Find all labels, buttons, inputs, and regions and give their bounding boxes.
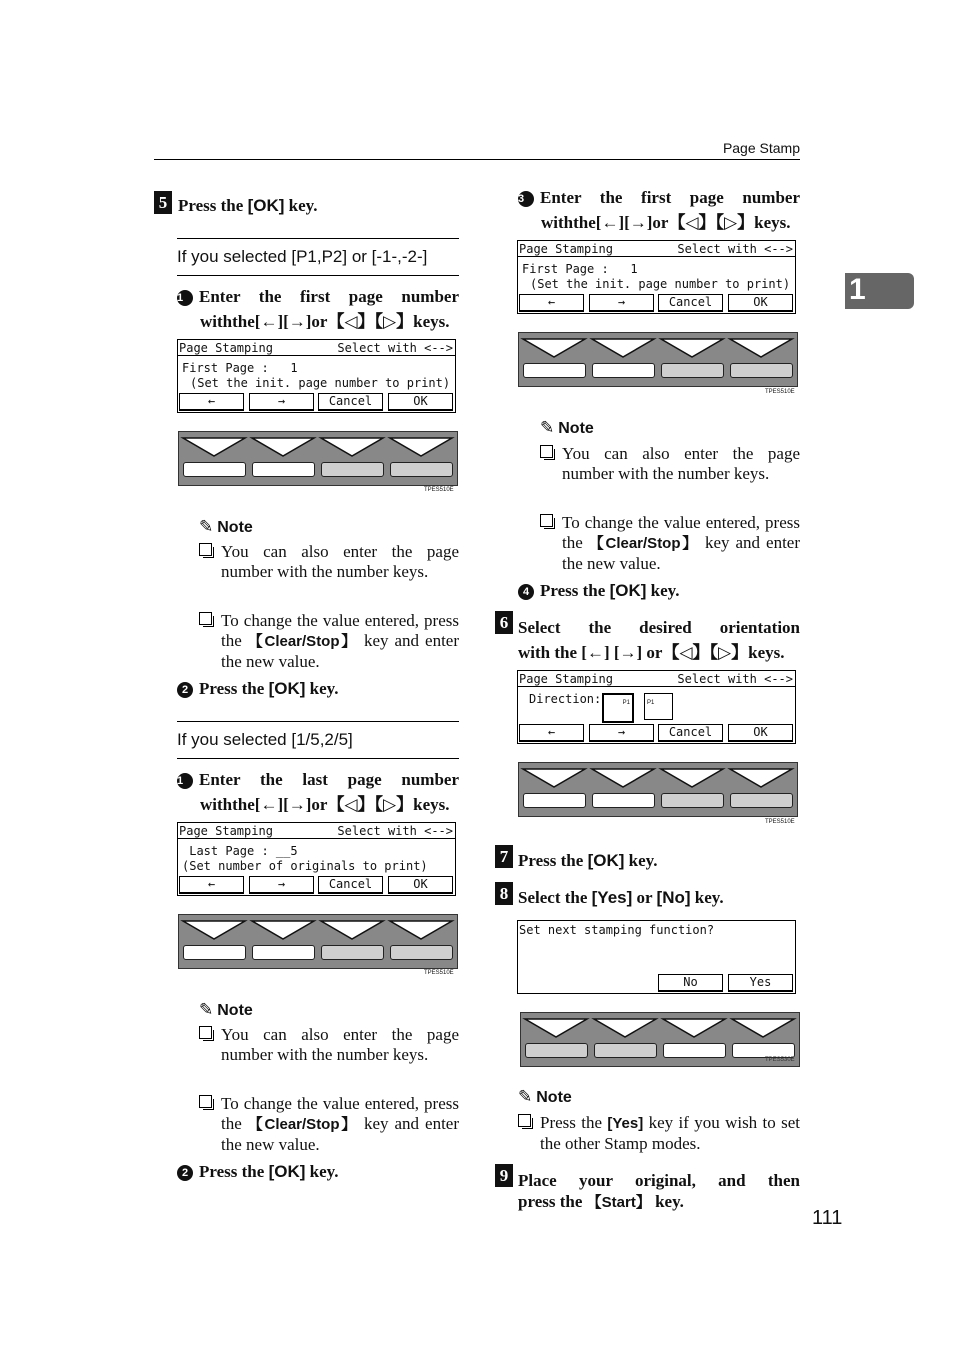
selection-key-1[interactable] [183, 462, 246, 477]
pencil-icon: ✎ [199, 1000, 214, 1019]
lcd-panel-next-function [517, 920, 796, 994]
selection-key-1[interactable] [523, 793, 586, 808]
note-heading: ✎ Note [199, 517, 253, 536]
selection-key-4[interactable] [732, 1043, 795, 1058]
lcd-hint: Select with <--> [677, 672, 793, 686]
note-item: You can also enter the page number with the number keys. [540, 444, 800, 506]
figure-code: TPES510E [424, 970, 454, 976]
lcd-panel-last-page [177, 822, 456, 896]
lcd-cancel-button[interactable]: Cancel [658, 294, 723, 312]
lcd-ok-button[interactable]: OK [388, 876, 453, 894]
lcd-cancel-button[interactable]: Cancel [318, 393, 383, 411]
lcd-ok-button[interactable]: OK [728, 724, 793, 742]
note-heading: ✎ Note [540, 418, 594, 437]
note-item: To change the value entered, press the 【Clear/Stop】 key and enter the new value. [199, 1094, 459, 1156]
section-heading-fraction: If you selected [1/5,2/5] [177, 721, 459, 759]
lcd-direction-label: Direction: [529, 692, 602, 706]
direction-option-rotated[interactable]: P1 [644, 693, 673, 720]
substep-3-enter-first: 3 Enter the first page number withthe[←][→]or【◁】【▷】keys. [518, 188, 800, 232]
lcd-cancel-button[interactable]: Cancel [658, 724, 723, 742]
substep-4-press-ok: 4 Press the [OK] key. [518, 581, 679, 601]
lcd-hint: Select with <--> [337, 824, 453, 838]
checkbox-icon [540, 514, 553, 527]
lcd-question: Set next stamping function? [519, 923, 715, 937]
selection-key-3[interactable] [661, 363, 724, 378]
checkbox-icon [540, 445, 553, 458]
selection-key-3[interactable] [321, 462, 384, 477]
header-rule [154, 159, 800, 160]
checkbox-icon [199, 612, 212, 625]
lcd-help-line: (Set the init. page number to print) [530, 277, 791, 291]
running-header: Page Stamp [722, 140, 800, 156]
pencil-icon: ✎ [199, 517, 214, 536]
selection-keys-panel [520, 1012, 800, 1067]
checkbox-icon [199, 1026, 212, 1039]
lcd-ok-button[interactable]: OK [388, 393, 453, 411]
selection-key-3[interactable] [321, 945, 384, 960]
lcd-title: Page Stamping [519, 672, 613, 686]
lcd-panel-first-page [517, 240, 796, 314]
lcd-yes-button[interactable]: Yes [728, 974, 793, 992]
selection-key-4[interactable] [390, 462, 453, 477]
selection-key-4[interactable] [730, 793, 793, 808]
lcd-title: Page Stamping [179, 824, 273, 838]
selection-keys-panel [518, 332, 798, 387]
pencil-icon: ✎ [518, 1087, 533, 1106]
note-item: To change the value entered, press the 【Clear/Stop】 key and enter the new value. [199, 611, 459, 673]
lcd-cancel-button[interactable]: Cancel [318, 876, 383, 894]
selection-keys-panel [178, 431, 458, 486]
lcd-right-arrow-button[interactable]: → [249, 393, 314, 411]
lcd-hint: Select with <--> [337, 341, 453, 355]
figure-code: TPES530E [765, 1057, 795, 1063]
step-7-badge: 7 [495, 845, 513, 868]
lcd-left-arrow-button[interactable]: ← [519, 294, 584, 312]
step-9-text: Place your original, and then press the 【Start】 key. [518, 1171, 800, 1211]
step-5-badge: 5 [154, 191, 172, 214]
note-item: Press the [Yes] key if you wish to set the other Stamp modes. [518, 1113, 800, 1155]
step-6-badge: 6 [495, 611, 513, 634]
lcd-no-button[interactable]: No [658, 974, 723, 992]
lcd-help-line: (Set the init. page number to print) [190, 376, 451, 390]
selection-key-1[interactable] [525, 1043, 588, 1058]
selection-key-2[interactable] [252, 945, 315, 960]
step-8-badge: 8 [495, 882, 513, 905]
lcd-title: Page Stamping [179, 341, 273, 355]
substep-1-enter-last: 1 Enter the last page number withthe[←][→]or【◁】【▷】keys. [177, 770, 459, 814]
note-item: You can also enter the page number with the number keys. [199, 542, 459, 604]
section-heading-p1p2: If you selected [P1,P2] or [-1-,-2-] [177, 238, 459, 276]
step-5-text: Press the [OK] key. [178, 196, 318, 215]
figure-code: TPES510E [765, 389, 795, 395]
selection-key-triangles [179, 432, 457, 462]
checkbox-icon [199, 543, 212, 556]
direction-option-portrait[interactable]: P1 [602, 693, 634, 723]
figure-code: TPES510E [424, 487, 454, 493]
selection-key-2[interactable] [592, 363, 655, 378]
checkbox-icon [199, 1095, 212, 1108]
selection-key-1[interactable] [523, 363, 586, 378]
lcd-right-arrow-button[interactable]: → [589, 294, 654, 312]
note-item: To change the value entered, press the 【Clear/Stop】 key and enter the new value. [540, 513, 800, 575]
selection-key-triangles [519, 763, 797, 793]
selection-key-4[interactable] [730, 363, 793, 378]
step-7-text: Press the [OK] key. [518, 851, 658, 870]
selection-key-triangles [179, 915, 457, 945]
note-heading: ✎ Note [199, 1000, 253, 1019]
lcd-hint: Select with <--> [677, 242, 793, 256]
selection-keys-panel [178, 914, 458, 969]
checkbox-icon [518, 1114, 531, 1127]
selection-key-1[interactable] [183, 945, 246, 960]
selection-keys-panel [518, 762, 798, 817]
lcd-panel-first-page [177, 339, 456, 413]
lcd-title: Page Stamping [519, 242, 613, 256]
step-9-badge: 9 [495, 1164, 513, 1187]
lcd-left-arrow-button[interactable]: ← [519, 724, 584, 742]
lcd-value-line: Last Page : __5 [182, 844, 298, 858]
substep-2-press-ok: 2 Press the [OK] key. [177, 1162, 338, 1182]
lcd-right-arrow-button[interactable]: → [249, 876, 314, 894]
selection-key-triangles [519, 333, 797, 363]
chapter-tab [845, 273, 914, 309]
lcd-right-arrow-button[interactable]: → [589, 724, 654, 742]
note-item: You can also enter the page number with the number keys. [199, 1025, 459, 1087]
selection-key-4[interactable] [390, 945, 453, 960]
lcd-ok-button[interactable]: OK [728, 294, 793, 312]
note-heading: ✎ Note [518, 1087, 572, 1106]
lcd-left-arrow-button[interactable]: ← [179, 393, 244, 411]
selection-key-3[interactable] [663, 1043, 726, 1058]
figure-code: TPES510E [765, 819, 795, 825]
step-6-text: Select the desired orientation with the [←] [→] or【◁】【▷】keys. [518, 618, 800, 662]
selection-key-3[interactable] [661, 793, 724, 808]
selection-key-2[interactable] [592, 793, 655, 808]
substep-2-press-ok: 2 Press the [OK] key. [177, 679, 338, 699]
selection-key-2[interactable] [594, 1043, 657, 1058]
chapter-number: 1 [849, 273, 866, 306]
page-number: 111 [812, 1207, 843, 1229]
substep-1-enter-first: 1 Enter the first page number withthe[←][→]or【◁】【▷】keys. [177, 287, 459, 331]
lcd-panel-direction [517, 670, 796, 744]
lcd-help-line: (Set number of originals to print) [182, 859, 428, 873]
selection-key-triangles [521, 1013, 799, 1043]
pencil-icon: ✎ [540, 418, 555, 437]
lcd-value-line: First Page : 1 [182, 361, 298, 375]
lcd-left-arrow-button[interactable]: ← [179, 876, 244, 894]
lcd-value-line: First Page : 1 [522, 262, 638, 276]
step-8-text: Select the [Yes] or [No] key. [518, 888, 724, 907]
selection-key-2[interactable] [252, 462, 315, 477]
